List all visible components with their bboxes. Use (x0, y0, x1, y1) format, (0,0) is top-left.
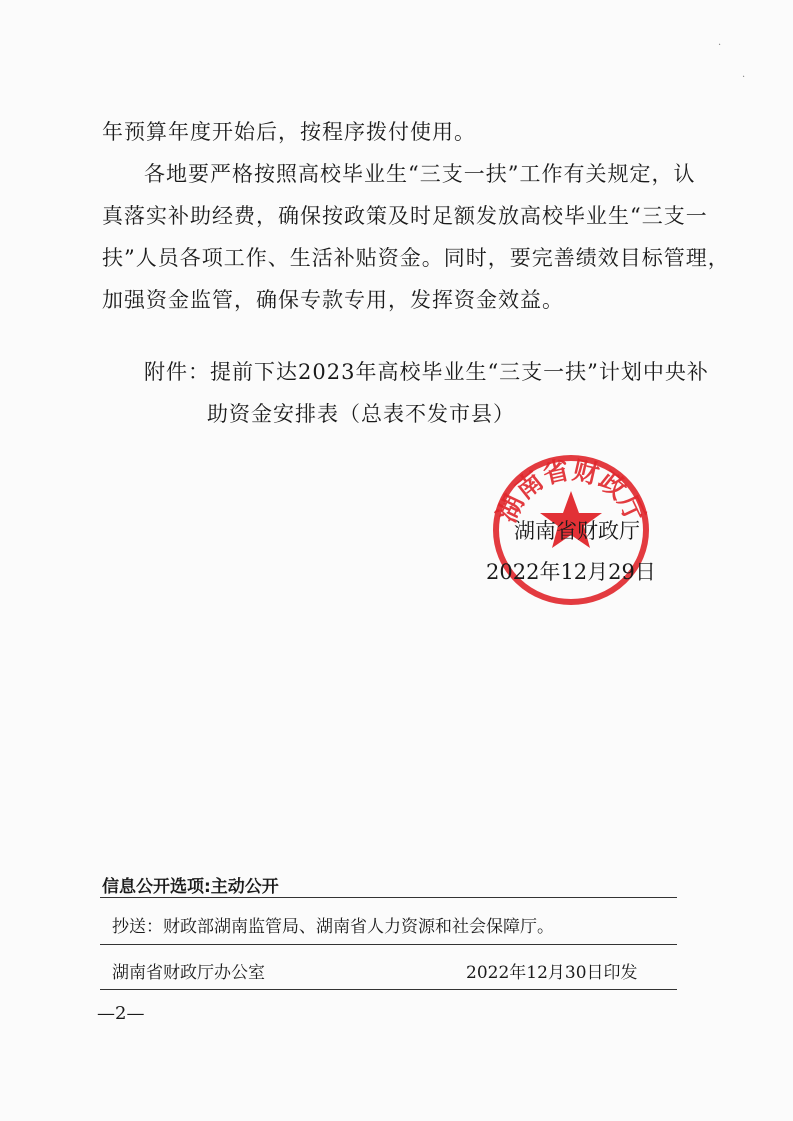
svg-text:湖南省财政厅: 湖南省财政厅 (492, 455, 650, 528)
body-line-2: 各地要严格按照高校毕业生“三支一扶”工作有关规定，认 (144, 162, 696, 186)
footer-rule-bottom (100, 989, 677, 990)
attachment-line-2: 助资金安排表（总表不发市县） (207, 402, 515, 426)
body-line-3: 真落实补助经费，确保按政策及时足额发放高校毕业生“三支一 (102, 204, 708, 228)
disclosure-option: 信息公开选项:主动公开 (102, 877, 279, 897)
scan-speck: · (742, 72, 746, 83)
cc-line: 抄送：财政部湖南监管局、湖南省人力资源和社会保障厅。 (112, 917, 554, 937)
body-line-5: 加强资金监管，确保专款专用，发挥资金效益。 (102, 288, 564, 312)
scan-speck: · (718, 40, 722, 51)
body-line-1: 年预算年度开始后，按程序拨付使用。 (102, 120, 476, 144)
footer-rule-middle (100, 944, 677, 945)
page-number: —2— (97, 1003, 145, 1024)
attachment-line-1: 附件：提前下达2023年高校毕业生“三支一扶”计划中央补 (144, 360, 709, 384)
issuing-office: 湖南省财政厅办公室 (112, 963, 265, 983)
signature-date: 2022年12月29日 (486, 560, 656, 584)
body-line-4: 扶”人员各项工作、生活补贴资金。同时，要完善绩效目标管理， (102, 246, 730, 270)
footer-rule-top (100, 897, 677, 898)
print-date: 2022年12月30日印发 (466, 963, 638, 983)
signature-org: 湖南省财政厅 (514, 519, 640, 543)
